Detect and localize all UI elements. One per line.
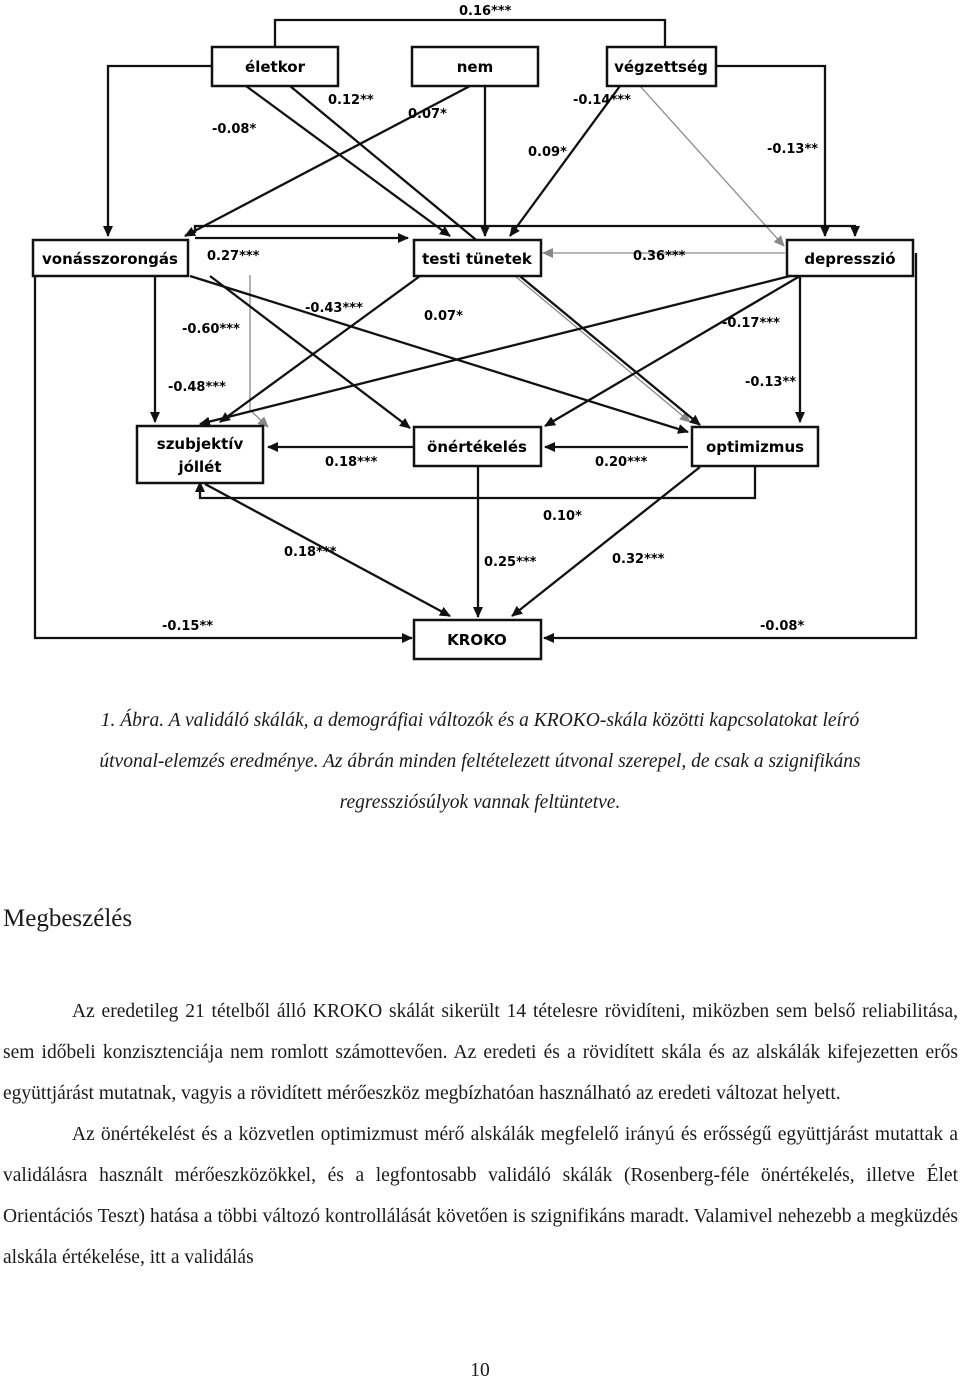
coef-label: -0.15** — [162, 619, 214, 634]
coef-label: 0.16*** — [459, 4, 512, 19]
node-vonasszorongas — [33, 240, 188, 276]
node-szubjektiv-label-line1: szubjektív — [156, 435, 244, 453]
coef-label: 0.07* — [408, 107, 447, 122]
node-kroko-label: KROKO — [447, 631, 507, 649]
coef-label: -0.13** — [745, 375, 797, 390]
figure-caption — [0, 700, 960, 823]
coef-label: 0.18*** — [325, 455, 378, 470]
path-vegzettseg-depresszio-gray — [640, 86, 784, 246]
node-nem — [412, 47, 538, 86]
path-vegzettseg-testi — [510, 86, 620, 236]
path-vonas-depresszio — [195, 226, 855, 236]
node-onertekeles — [414, 427, 541, 466]
coef-label: -0.48*** — [168, 380, 226, 395]
node-szubjektiv-label-line2: jóllét — [178, 458, 222, 476]
coef-label: -0.60*** — [182, 322, 240, 337]
path-eletkor-vegzettseg — [275, 20, 665, 47]
path-vonas-onertekeles — [210, 276, 410, 428]
coef-label: -0.08* — [760, 619, 805, 634]
caption-line-1: 1. Ábra. A validáló skálák, a demográfiai változók és a KROKO-skála közötti kapcsolatokat leíró — [100, 710, 860, 731]
coef-label: 0.12** — [328, 93, 374, 108]
page-number: 10 — [470, 1360, 490, 1381]
node-depresszio — [787, 240, 913, 276]
path-eletkor-vonas — [108, 66, 212, 236]
node-vegzettseg-label: végzettség — [614, 58, 708, 76]
coef-label: -0.17*** — [722, 316, 780, 331]
paragraph: Az önértékelést és a közvetlen optimizmust mérő alskálák megfelelő irányú és erősségű együttjárást mutattak a validálásra használt mérőeszközökkel, és a legfontosabb validáló skálák (Rosenberg-féle önértékelés, illetve Élet Orientációs Teszt) hatása a többi változó kontrollálását követően is szignifikáns maradt. Valamivel nehezebb a megküzdés alskála értékelése, itt a validálás — [3, 1124, 958, 1268]
coefficient-labels — [162, 4, 818, 634]
caption-line-2: útvonal-elemzés eredménye. Az ábrán minden feltételezett útvonal szerepel, de csak a szignifikáns — [99, 751, 861, 772]
node-szubjektiv-jollet — [137, 426, 263, 483]
node-optimizmus-label: optimizmus — [705, 438, 805, 456]
node-depresszio-label: depresszió — [804, 250, 896, 268]
node-eletkor — [212, 47, 338, 86]
nodes — [33, 47, 913, 659]
path-depresszio-szubjektiv — [200, 276, 790, 424]
node-vonasszorongas-label: vonásszorongás — [42, 250, 178, 268]
coef-label: 0.09* — [528, 145, 567, 160]
node-optimizmus — [692, 427, 818, 466]
coef-label: 0.18*** — [284, 545, 337, 560]
path-optimizmus-kroko — [512, 467, 700, 616]
coef-label: -0.14*** — [573, 93, 631, 108]
node-testi-tunetek-label: testi tünetek — [422, 250, 532, 268]
coef-label: 0.07* — [424, 309, 463, 324]
node-eletkor-label: életkor — [245, 58, 305, 76]
coef-label: -0.13** — [767, 142, 819, 157]
coef-label: 0.20*** — [595, 455, 648, 470]
path-analysis-diagram — [0, 0, 960, 670]
coef-label: -0.08* — [212, 122, 257, 137]
coef-label: 0.36*** — [633, 249, 686, 264]
node-nem-label: nem — [456, 58, 494, 76]
caption-line-3: regressziósúlyok vannak feltüntetve. — [339, 792, 621, 813]
section-heading: Megbeszélés — [3, 905, 133, 932]
node-onertekeles-label: önértékelés — [427, 438, 527, 456]
coef-label: 0.10* — [543, 509, 582, 524]
coef-label: 0.27*** — [207, 249, 260, 264]
body-text — [3, 991, 958, 1278]
node-vegzettseg — [607, 47, 716, 86]
paragraph: Az eredetileg 21 tételből álló KROKO skálát sikerült 14 tételesre rövidíteni, miközben sem belső reliabilitása, sem időbeli konzisztenciája nem romlott számottevően. Az eredeti és a rövidített skála és az alskálák kifejezetten erős együttjárást mutatnak, vagyis a rövidített mérőeszköz megbízhatóan használható az eredeti változat helyett. — [3, 1001, 958, 1104]
coef-label: 0.32*** — [612, 552, 665, 567]
coef-label: -0.43*** — [305, 301, 363, 316]
path-testi-optimizmus-gray — [515, 276, 690, 422]
coef-label: 0.25*** — [484, 555, 537, 570]
node-testi-tunetek — [414, 240, 541, 276]
significant-paths — [35, 20, 916, 638]
node-kroko — [414, 620, 541, 659]
